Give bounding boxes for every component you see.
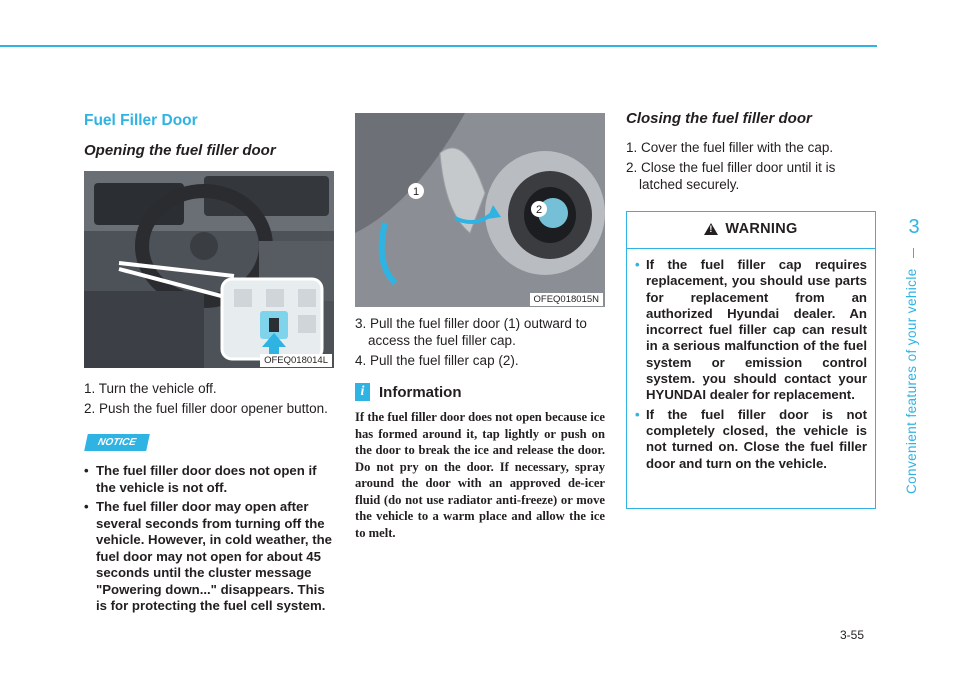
callout-1: 1 — [412, 186, 420, 198]
figure-code-label: OFEQ018014L — [260, 354, 332, 367]
step-item: 1. Turn the vehicle off. — [84, 381, 217, 396]
information-body: If the fuel filler door does not open because ice has formed around it, tap lightly or push on the door to break the ice and release the door. Do not pry on the door. If necessary, spray around the door with an approved de-icer fluid (do not use radiator anti-freeze) or move the vehicle to a warm place and allow the ice to melt. — [355, 410, 605, 540]
opening-subtitle: Opening the fuel filler door — [84, 142, 276, 159]
information-header — [355, 383, 605, 401]
step-item: 1. Cover the fuel filler with the cap. — [626, 140, 834, 155]
notice-badge-label: NOTICE — [96, 437, 137, 448]
dashboard-illustration — [84, 171, 334, 368]
closing-steps — [626, 139, 878, 193]
step-item: 3. Pull the fuel filler door (1) outward to access the fuel filler cap. — [355, 316, 587, 348]
chapter-tab-rule — [913, 248, 914, 258]
warning-box — [626, 211, 876, 509]
column-closing — [626, 110, 878, 509]
warning-header — [627, 220, 875, 238]
notice-list — [84, 463, 334, 615]
warning-item: • If the fuel filler door is not completely closed, the vehicle is not turned on. Close the fuel filler door and turn on the vehicle. — [635, 407, 867, 472]
warning-list — [627, 257, 875, 472]
notice-item: • The fuel filler door may open after several seconds from turning off the vehicle. However, in cold weather, the fuel door may not open for about 45 seconds until the cluster message "Powering down..." disappears. This is for protecting the fuel cell system. — [84, 499, 334, 615]
step-item: 4. Pull the fuel filler cap (2). — [355, 353, 519, 368]
step-item: 2. Push the fuel filler door opener button. — [84, 401, 328, 416]
page-number: 3-55 — [840, 628, 865, 642]
warning-divider — [627, 248, 875, 249]
chapter-number: 3 — [908, 216, 920, 238]
opening-steps-continued — [355, 315, 605, 369]
closing-subtitle: Closing the fuel filler door — [626, 110, 812, 127]
top-rule — [0, 45, 877, 47]
column-opening-continued — [355, 113, 605, 541]
fuel-door-illustration — [355, 113, 605, 307]
figure-code-label: OFEQ018015N — [530, 293, 603, 306]
notice-badge — [84, 434, 149, 451]
step-item: 2. Close the fuel filler door until it is latched securely. — [626, 160, 836, 192]
dashboard-figure — [84, 171, 334, 368]
warning-item: • If the fuel filler cap requires replacement, you should use parts for replacement from an authorized Hyundai dealer. An incorrect fuel filler cap can result in a serious malfunction of the fuel system or emission control system. you should contact your HYUNDAI dealer for replacement. — [635, 257, 867, 404]
opening-steps — [84, 380, 334, 417]
section-title: Fuel Filler Door — [84, 112, 198, 129]
information-title: Information — [379, 383, 462, 401]
warning-triangle-icon: ! — [704, 223, 718, 235]
fuel-door-figure — [355, 113, 605, 307]
notice-item: • The fuel filler door does not open if the vehicle is not off. — [84, 463, 334, 496]
chapter-title: Convenient features of your vehicle — [904, 268, 919, 494]
column-opening — [84, 108, 334, 618]
callout-2: 2 — [535, 204, 543, 216]
warning-title: WARNING — [725, 221, 798, 237]
information-icon: i — [355, 383, 370, 401]
